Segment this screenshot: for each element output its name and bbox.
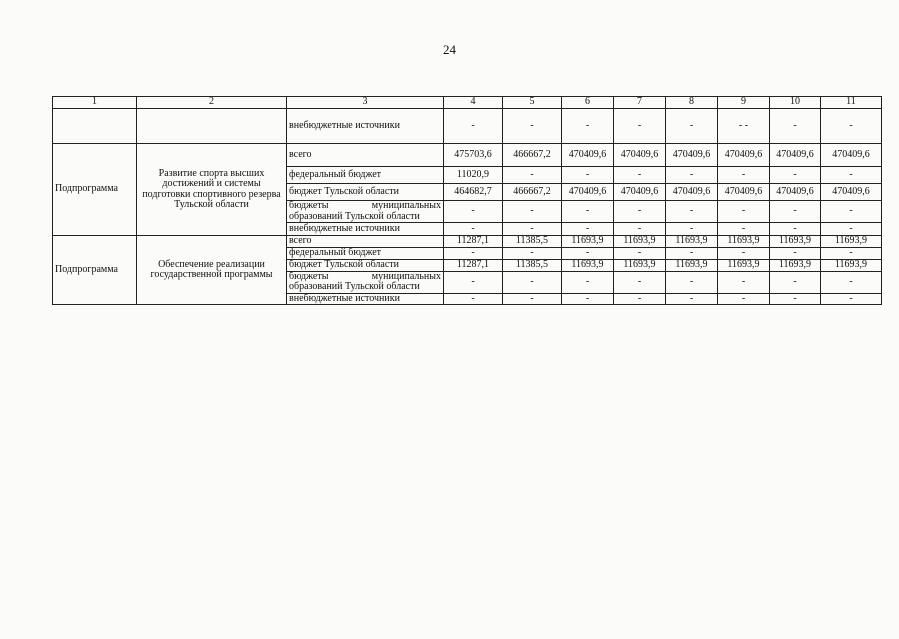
value-cell-col-7: - [614, 248, 666, 260]
value-cell-col-6: - [562, 293, 614, 305]
value-cell-col-9: - [718, 271, 770, 293]
value-cell-col-4: 464682,7 [444, 184, 503, 201]
value-cell-col-10: 470409,6 [770, 144, 821, 167]
budget-table [52, 96, 882, 305]
table-row [53, 236, 882, 248]
value-cell-col-8: - [666, 293, 718, 305]
value-cell-col-4: - [444, 248, 503, 260]
value-cell-col-7: 11693,9 [614, 236, 666, 248]
value-cell-col-5: - [503, 248, 562, 260]
value-cell-col-11: 470409,6 [821, 184, 882, 201]
column-header-2: 2 [137, 97, 287, 109]
value-cell-col-6: - [562, 248, 614, 260]
value-cell-col-7: 470409,6 [614, 184, 666, 201]
funding-source: всего [287, 236, 444, 248]
value-cell-col-5: - [503, 109, 562, 144]
column-header-6: 6 [562, 97, 614, 109]
value-cell-col-5: 466667,2 [503, 184, 562, 201]
funding-source: внебюджетные источники [287, 223, 444, 236]
value-cell-col-6: 470409,6 [562, 144, 614, 167]
value-cell-col-11: - [821, 271, 882, 293]
value-cell-col-8: - [666, 109, 718, 144]
value-cell-col-8: - [666, 248, 718, 260]
value-cell-col-11: - [821, 293, 882, 305]
value-cell-col-6: 11693,9 [562, 259, 614, 271]
funding-source: внебюджетные источники [287, 109, 444, 144]
header-row [53, 97, 882, 109]
value-cell-col-10: - [770, 293, 821, 305]
value-cell-col-10: 11693,9 [770, 259, 821, 271]
value-cell-col-9: - [718, 223, 770, 236]
funding-source: бюджеты муниципальных образований Тульской области [287, 271, 444, 293]
value-cell-col-4: - [444, 293, 503, 305]
column-header-4: 4 [444, 97, 503, 109]
value-cell-col-7: 470409,6 [614, 144, 666, 167]
funding-source: всего [287, 144, 444, 167]
value-cell-col-5: - [503, 293, 562, 305]
value-cell-col-10: - [770, 271, 821, 293]
column-header-8: 8 [666, 97, 718, 109]
value-cell-col-8: - [666, 167, 718, 184]
value-cell-col-8: - [666, 201, 718, 223]
value-cell-col-9: - [718, 248, 770, 260]
value-cell-col-5: - [503, 223, 562, 236]
value-cell-col-9: 470409,6 [718, 184, 770, 201]
funding-source: бюджет Тульской области [287, 184, 444, 201]
value-cell-col-4: 11287,1 [444, 259, 503, 271]
page-number: 24 [443, 42, 456, 57]
value-cell-col-6: - [562, 201, 614, 223]
column-header-5: 5 [503, 97, 562, 109]
value-cell-col-7: - [614, 223, 666, 236]
value-cell-col-8: 11693,9 [666, 236, 718, 248]
value-cell-col-4: - [444, 109, 503, 144]
value-cell-col-8: 470409,6 [666, 144, 718, 167]
value-cell-col-5: 11385,5 [503, 236, 562, 248]
value-cell-col-4: - [444, 223, 503, 236]
value-cell-col-11: - [821, 223, 882, 236]
value-cell-col-5: - [503, 201, 562, 223]
value-cell-col-10: - [770, 201, 821, 223]
value-cell-col-9: - - [718, 109, 770, 144]
table-row [53, 144, 882, 167]
value-cell-col-6: 11693,9 [562, 236, 614, 248]
value-cell-col-6: - [562, 167, 614, 184]
value-cell-col-4: - [444, 201, 503, 223]
value-cell-col-11: - [821, 248, 882, 260]
funding-source: внебюджетные источники [287, 293, 444, 305]
value-cell-col-6: - [562, 271, 614, 293]
value-cell-col-4: 11287,1 [444, 236, 503, 248]
column-header-10: 10 [770, 97, 821, 109]
funding-source: федеральный бюджет [287, 248, 444, 260]
value-cell-col-7: - [614, 201, 666, 223]
value-cell-col-5: 11385,5 [503, 259, 562, 271]
value-cell-col-9: 470409,6 [718, 144, 770, 167]
subprogram-kind: Подпрограмма [53, 144, 137, 236]
value-cell-col-8: - [666, 223, 718, 236]
subprogram-name: Обеспечение реализации государственной программы [137, 236, 287, 305]
value-cell-col-9: - [718, 293, 770, 305]
column-header-7: 7 [614, 97, 666, 109]
value-cell-col-4: 475703,6 [444, 144, 503, 167]
value-cell-col-7: - [614, 271, 666, 293]
value-cell-col-10: - [770, 248, 821, 260]
value-cell-col-7: - [614, 293, 666, 305]
value-cell-col-4: 11020,9 [444, 167, 503, 184]
value-cell-col-7: 11693,9 [614, 259, 666, 271]
value-cell-col-11: 470409,6 [821, 144, 882, 167]
funding-source: федеральный бюджет [287, 167, 444, 184]
empty-cell [53, 109, 137, 144]
value-cell-col-8: 470409,6 [666, 184, 718, 201]
value-cell-col-10: - [770, 109, 821, 144]
value-cell-col-10: 470409,6 [770, 184, 821, 201]
value-cell-col-4: - [444, 271, 503, 293]
value-cell-col-11: - [821, 201, 882, 223]
value-cell-col-11: 11693,9 [821, 259, 882, 271]
value-cell-col-7: - [614, 109, 666, 144]
value-cell-col-11: - [821, 109, 882, 144]
value-cell-col-9: - [718, 167, 770, 184]
value-cell-col-5: 466667,2 [503, 144, 562, 167]
value-cell-col-11: - [821, 167, 882, 184]
subprogram-name: Развитие спорта высших достижений и системы подготовки спортивного резерва Тульской области [137, 144, 287, 236]
column-header-3: 3 [287, 97, 444, 109]
column-header-11: 11 [821, 97, 882, 109]
value-cell-col-8: - [666, 271, 718, 293]
funding-source: бюджеты муниципальных образований Тульской области [287, 201, 444, 223]
value-cell-col-6: - [562, 109, 614, 144]
table-row [53, 109, 882, 144]
value-cell-col-10: - [770, 167, 821, 184]
value-cell-col-9: - [718, 201, 770, 223]
subprogram-kind: Подпрограмма [53, 236, 137, 305]
value-cell-col-9: 11693,9 [718, 236, 770, 248]
value-cell-col-5: - [503, 271, 562, 293]
value-cell-col-10: 11693,9 [770, 236, 821, 248]
value-cell-col-9: 11693,9 [718, 259, 770, 271]
value-cell-col-7: - [614, 167, 666, 184]
empty-cell [137, 109, 287, 144]
value-cell-col-6: 470409,6 [562, 184, 614, 201]
column-header-9: 9 [718, 97, 770, 109]
value-cell-col-8: 11693,9 [666, 259, 718, 271]
value-cell-col-11: 11693,9 [821, 236, 882, 248]
value-cell-col-10: - [770, 223, 821, 236]
funding-source: бюджет Тульской области [287, 259, 444, 271]
value-cell-col-6: - [562, 223, 614, 236]
column-header-1: 1 [53, 97, 137, 109]
value-cell-col-5: - [503, 167, 562, 184]
